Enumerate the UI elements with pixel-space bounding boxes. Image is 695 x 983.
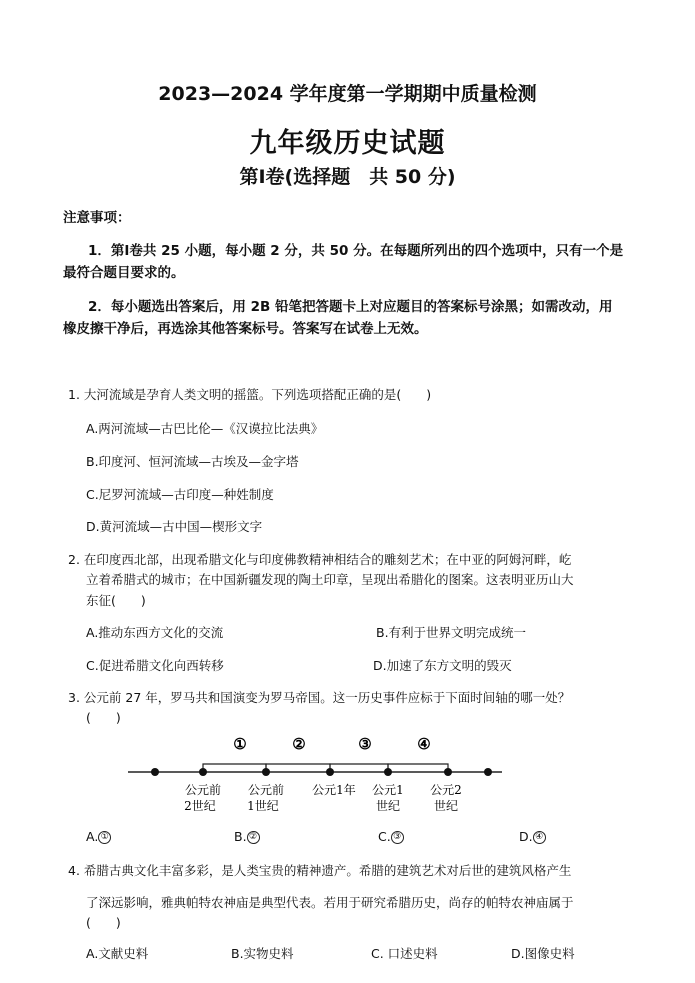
note-1-line-1: 1．第Ⅰ卷共 25 小题，每小题 2 分，共 50 分。在每题所列出的四个选项中，只有一个是 xyxy=(88,243,624,259)
question-1-stem: 1. 大河流域是孕育人类文明的摇篮。下列选项搭配正确的是( ) xyxy=(68,387,432,402)
timeline-segment-label-3: ③ xyxy=(358,735,372,753)
timeline-point-2nd-century-bc xyxy=(199,768,207,776)
question-4-option-a: A.文献史料 xyxy=(86,946,149,961)
timeline-tick-5-line-1: 公元2 xyxy=(430,783,462,797)
timeline-segment-label-1: ① xyxy=(233,735,247,753)
question-4-stem-line-3: ( ) xyxy=(86,915,121,930)
question-3-option-a xyxy=(86,829,111,844)
timeline-bracket-2 xyxy=(266,764,330,771)
question-2-option-a: A.推动东西方文化的交流 xyxy=(86,625,224,640)
question-3-option-b-letter: B. xyxy=(234,829,247,844)
question-2-stem-line-3: 东征( ) xyxy=(86,593,146,608)
question-2-stem-line-2: 立着希腊式的城市；在中国新疆发现的陶土印章，呈现出希腊化的图案。这表明亚历山大 xyxy=(86,572,574,587)
question-3-option-c xyxy=(378,829,404,844)
question-3-option-d-mark: ④ xyxy=(533,831,546,844)
timeline-bracket-4 xyxy=(388,764,448,771)
question-3-option-d xyxy=(519,829,546,844)
timeline-point-1st-century-ad xyxy=(384,768,392,776)
timeline-bracket-3 xyxy=(330,764,388,771)
subject-title: 九年级历史试题 xyxy=(249,128,446,159)
question-4-option-b: B.实物史料 xyxy=(231,946,294,961)
question-1-option-a: A.两河流域—古巴比伦—《汉谟拉比法典》 xyxy=(86,421,324,436)
timeline-tick-1-line-1: 公元前 xyxy=(184,783,222,797)
question-3-option-a-letter: A. xyxy=(86,829,99,844)
timeline-diagram xyxy=(120,728,510,820)
timeline-tick-4-line-2: 世纪 xyxy=(375,799,401,813)
question-3-option-b xyxy=(234,829,260,844)
question-4-stem-line-2: 了深远影响，雅典帕特农神庙是典型代表。若用于研究希腊历史，尚存的帕特农神庙属于 xyxy=(86,895,574,910)
timeline-tick-2-line-2: 1世纪 xyxy=(247,799,279,813)
question-1-option-b: B.印度河、恒河流域—古埃及—金字塔 xyxy=(86,454,299,469)
question-3-option-d-letter: D. xyxy=(519,829,533,844)
question-1-option-d: D.黄河流域—古中国—楔形文字 xyxy=(86,519,263,534)
question-4-stem-line-1: 4. 希腊古典文化丰富多彩，是人类宝贵的精神遗产。希腊的建筑艺术对后世的建筑风格产生 xyxy=(68,863,572,878)
question-2-option-d: D.加速了东方文明的毁灭 xyxy=(373,658,512,673)
question-2-option-b: B.有利于世界文明完成统一 xyxy=(376,625,527,640)
question-4-option-c: C. 口述史料 xyxy=(371,946,438,961)
question-3-stem-line-2: ( ) xyxy=(86,710,121,725)
timeline-point-right-end xyxy=(484,768,492,776)
exam-title: 2023—2024 学年度第一学期期中质量检测 xyxy=(158,83,537,105)
timeline-tick-5-line-2: 世纪 xyxy=(433,799,459,813)
timeline-bracket-1 xyxy=(203,764,266,771)
timeline-segment-label-4: ④ xyxy=(417,735,431,753)
question-1-option-c: C.尼罗河流域—古印度—种姓制度 xyxy=(86,487,274,502)
timeline-tick-2-line-1: 公元前 xyxy=(247,783,285,797)
question-3-option-c-mark: ③ xyxy=(391,831,404,844)
timeline-point-ad-1 xyxy=(326,768,334,776)
notes-heading: 注意事项： xyxy=(63,210,131,226)
note-2-line-1: 2．每小题选出答案后，用 2B 铅笔把答题卡上对应题目的答案标号涂黑；如需改动，用 xyxy=(88,299,613,315)
timeline-point-left-end xyxy=(151,768,159,776)
note-1-line-2: 最符合题目要求的。 xyxy=(63,265,185,281)
question-3-option-b-mark: ② xyxy=(247,831,260,844)
question-3-option-c-letter: C. xyxy=(378,829,391,844)
note-2-line-2: 橡皮擦干净后，再选涂其他答案标号。答案写在试卷上无效。 xyxy=(63,321,428,337)
timeline-tick-4-line-1: 公元1 xyxy=(372,783,404,797)
timeline-tick-3-line-1: 公元1年 xyxy=(312,783,356,797)
timeline-point-1st-century-bc xyxy=(262,768,270,776)
question-4-option-d: D.图像史料 xyxy=(511,946,575,961)
question-2-stem-line-1: 2. 在印度西北部，出现希腊文化与印度佛教精神相结合的雕刻艺术；在中亚的阿姆河畔，屹 xyxy=(68,552,572,567)
timeline-tick-1-line-2: 2世纪 xyxy=(184,799,216,813)
question-3-option-a-mark: ① xyxy=(98,831,111,844)
question-3-stem-line-1: 3. 公元前 27 年，罗马共和国演变为罗马帝国。这一历史事件应标于下面时间轴的哪一处？ xyxy=(68,690,571,705)
section-title: 第Ⅰ卷(选择题 共 50 分) xyxy=(239,166,456,188)
timeline-segment-label-2: ② xyxy=(292,735,306,753)
timeline-point-2nd-century-ad xyxy=(444,768,452,776)
question-2-option-c: C.促进希腊文化向西转移 xyxy=(86,658,224,673)
